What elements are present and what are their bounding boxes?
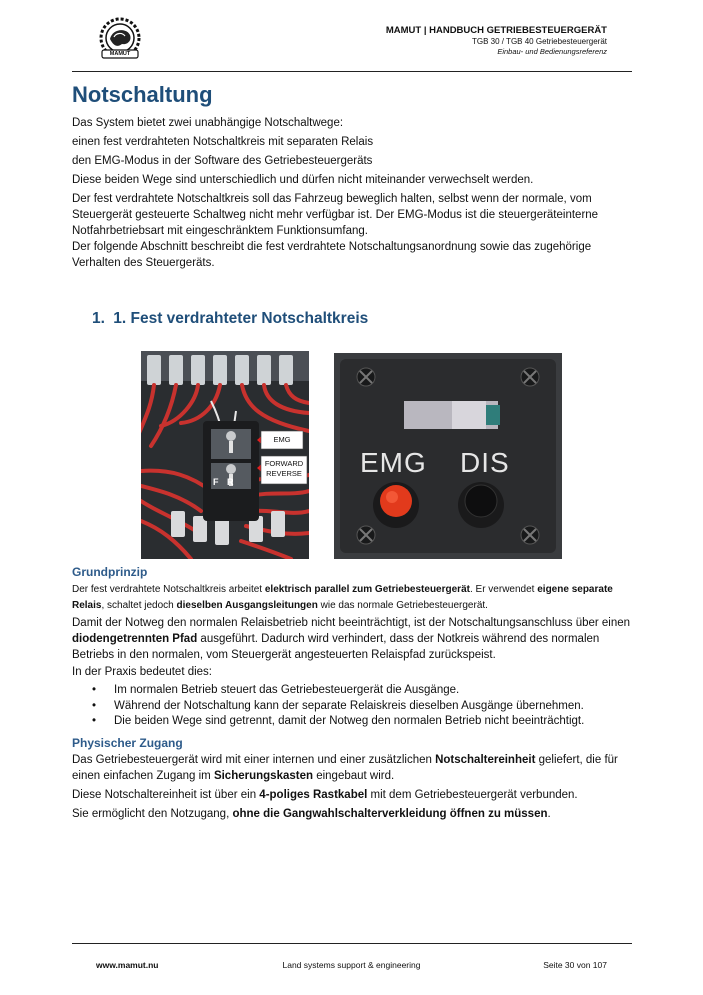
list-item: • Während der Notschaltung kann der separate Relaiskreis dieselben Ausgänge übernehmen. (92, 699, 632, 715)
intro-paragraph-4: Diese beiden Wege sind unterschiedlich und dürfen nicht miteinander verwechselt werden. (72, 174, 534, 186)
zugang-paragraph-2: Diese Notschaltereinheit ist über ein 4-poliges Rastkabel mit dem Getriebesteuergerät verbunden. (72, 789, 578, 801)
subsection-number: 1. (92, 310, 105, 327)
grundprinzip-paragraph-2: Damit der Notweg den normalen Relaisbetrieb nicht beeinträchtigt, ist der Notschaltungsanschluss über einen diodengetrennten Pfad ausgeführt. Dadurch wird verhindert, dass der Notkreis während des normalen Betriebs in den normalen, vom Steuergerät angesteuerten Relaispfad zurückspeist. (72, 617, 631, 661)
header-rule (72, 71, 632, 72)
heading-grundprinzip: Grundprinzip (72, 565, 148, 579)
zugang-paragraph-1: Das Getriebesteuergerät wird mit einer internen und einer zusätzlichen Notschaltereinheit geliefert, die für einen einfachen Zugang im Sicherungskasten eingebaut wird. (72, 754, 618, 782)
intro-paragraph-2: einen fest verdrahteten Notschaltkreis mit separaten Relais (72, 136, 374, 148)
section-title: Notschaltung (72, 82, 213, 107)
company-logo (96, 17, 144, 61)
header-subtitle: TGB 30 / TGB 40 Getriebesteuergerät (471, 37, 607, 46)
relay-wiring-photo (141, 351, 309, 559)
label-reverse: REVERSE (266, 469, 302, 478)
intro-paragraph-5: Der fest verdrahtete Notschaltkreis soll das Fahrzeug beweglich halten, selbst wenn der normale, vom Steuergerät gesteuerte Schaltweg nicht mehr verfügbar ist. Der EMG-Modus ist die steuergeräteinterne Notfahrbetriebsart mit eingeschränktem Funktionsumfang. (72, 193, 599, 237)
zugang-paragraph-3: Sie ermöglicht den Notzugang, ohne die Gangwahlschalterverkleidung öffnen zu müssen. (72, 808, 551, 820)
header-title: MAMUT | HANDBUCH GETRIEBESTEUERGERÄT (385, 25, 607, 36)
switch-mark-f: F (213, 477, 219, 487)
logo-text: MAMUT (109, 51, 131, 57)
panel-label-dis: DIS (460, 447, 510, 478)
grundprinzip-paragraph-3: In der Praxis bedeutet dies: (72, 666, 212, 678)
grundprinzip-bullet-list (92, 683, 632, 730)
footer-tagline: Land systems support & engineering (282, 960, 421, 970)
heading-physischer-zugang: Physischer Zugang (72, 736, 183, 750)
intro-paragraph-3: den EMG-Modus in der Software des Getriebesteuergeräts (72, 155, 373, 167)
subsection-title: 1. Fest verdrahteter Notschaltkreis (113, 310, 369, 327)
emergency-switch-panel-photo (334, 353, 562, 559)
subsection-heading (92, 310, 368, 328)
switch-mark-r: R (227, 477, 234, 487)
list-item: • Die beiden Wege sind getrennt, damit der Notweg den normalen Betrieb nicht beeinträchtigt. (92, 714, 632, 730)
label-emg: EMG (273, 435, 291, 444)
footer-rule (72, 943, 632, 944)
intro-paragraph-1: Das System bietet zwei unabhängige Notschaltwege: (72, 117, 344, 129)
label-forward-reverse (261, 459, 307, 479)
header-subtitle-italic: Einbau- und Bedienungsreferenz (497, 47, 607, 56)
label-forward: FORWARD (264, 459, 304, 468)
footer-website: www.mamut.nu (96, 960, 159, 970)
panel-label-emg: EMG (360, 447, 427, 478)
list-item: • Im normalen Betrieb steuert das Getriebesteuergerät die Ausgänge. (92, 683, 632, 699)
footer-page-number: Seite 30 von 107 (543, 960, 607, 970)
intro-paragraph-6: Der folgende Abschnitt beschreibt die fest verdrahtete Notschaltungsanordnung sowie das zugehörige Verhalten des Steuergeräts. (72, 241, 592, 269)
grundprinzip-paragraph-1: Der fest verdrahtete Notschaltkreis arbeitet elektrisch parallel zum Getriebesteuergerät. Er verwendet eigene separate Relais, schaltet jedoch dieselben Ausgangsleitungen wie das normale Getriebesteuergerät. (72, 584, 613, 611)
